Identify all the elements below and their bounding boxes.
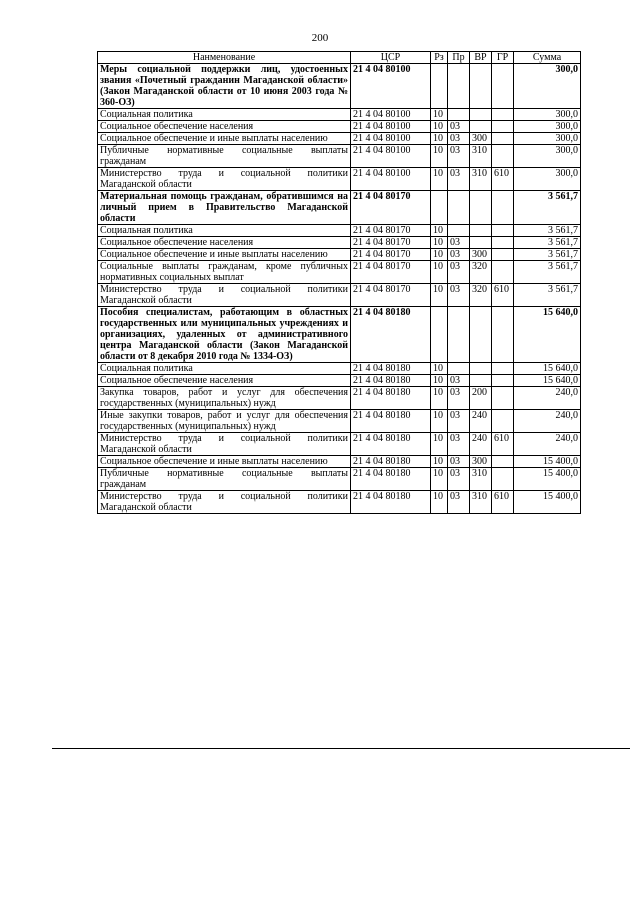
table-cell-name: Министерство труда и социальной политики Магаданской области — [98, 168, 351, 191]
table-cell-csr: 21 4 04 80180 — [351, 410, 431, 433]
table-cell-name: Социальное обеспечение населения — [98, 375, 351, 387]
table-cell-csr: 21 4 04 80170 — [351, 249, 431, 261]
table-cell-name: Закупка товаров, работ и услуг для обеспечения государственных (муниципальных) нужд — [98, 387, 351, 410]
table-cell-gr: 610 — [492, 168, 514, 191]
table-cell-name: Министерство труда и социальной политики Магаданской области — [98, 433, 351, 456]
table-cell-gr — [492, 225, 514, 237]
table-cell-pr: 03 — [448, 145, 470, 168]
table-cell-rz: 10 — [431, 456, 448, 468]
table-cell-gr — [492, 410, 514, 433]
table-cell-vr — [470, 237, 492, 249]
table-cell-csr: 21 4 04 80180 — [351, 456, 431, 468]
table-cell-sum: 300,0 — [514, 64, 581, 109]
table-cell-rz: 10 — [431, 121, 448, 133]
table-cell-rz: 10 — [431, 145, 448, 168]
table-cell-vr: 310 — [470, 468, 492, 491]
table-cell-csr: 21 4 04 80180 — [351, 433, 431, 456]
table-cell-name: Социальное обеспечение и иные выплаты населению — [98, 249, 351, 261]
table-row — [98, 225, 581, 237]
table-cell-gr — [492, 307, 514, 363]
table-cell-vr — [470, 191, 492, 225]
table-cell-pr: 03 — [448, 261, 470, 284]
table-row — [98, 145, 581, 168]
table-cell-gr — [492, 468, 514, 491]
table-row — [98, 237, 581, 249]
table-cell-gr — [492, 375, 514, 387]
budget-table — [97, 51, 581, 514]
table-cell-pr: 03 — [448, 375, 470, 387]
table-cell-rz: 10 — [431, 133, 448, 145]
table-row — [98, 387, 581, 410]
table-section-row — [98, 64, 581, 109]
table-cell-csr: 21 4 04 80170 — [351, 237, 431, 249]
table-cell-csr: 21 4 04 80180 — [351, 491, 431, 514]
table-cell-pr: 03 — [448, 237, 470, 249]
header-sum: Сумма — [514, 52, 581, 64]
table-cell-gr — [492, 109, 514, 121]
table-cell-vr — [470, 307, 492, 363]
table-cell-vr — [470, 121, 492, 133]
table-cell-csr: 21 4 04 80170 — [351, 284, 431, 307]
table-row — [98, 363, 581, 375]
table-cell-name: Социальные выплаты гражданам, кроме публичных нормативных социальных выплат — [98, 261, 351, 284]
page-number: 200 — [311, 32, 329, 44]
table-cell-name: Социальная политика — [98, 363, 351, 375]
table-cell-rz: 10 — [431, 491, 448, 514]
table-cell-name: Меры социальной поддержки лиц, удостоенных звания «Почетный гражданин Магаданской области» (Закон Магаданской области от 10 июня 2003 года № 360-ОЗ) — [98, 64, 351, 109]
table-cell-vr: 320 — [470, 284, 492, 307]
table-cell-name: Материальная помощь гражданам, обратившимся на личный прием в Правительство Магаданской области — [98, 191, 351, 225]
table-cell-rz: 10 — [431, 363, 448, 375]
header-name: Нанменование — [98, 52, 351, 64]
table-cell-csr: 21 4 04 80180 — [351, 363, 431, 375]
table-cell-gr — [492, 261, 514, 284]
table-cell-csr: 21 4 04 80170 — [351, 261, 431, 284]
table-cell-rz: 10 — [431, 168, 448, 191]
table-cell-vr — [470, 109, 492, 121]
table-cell-sum: 15 640,0 — [514, 307, 581, 363]
table-row — [98, 261, 581, 284]
table-cell-vr: 310 — [470, 168, 492, 191]
table-row — [98, 133, 581, 145]
table-cell-sum: 300,0 — [514, 109, 581, 121]
table-cell-sum: 240,0 — [514, 387, 581, 410]
table-cell-rz: 10 — [431, 375, 448, 387]
table-cell-csr: 21 4 04 80170 — [351, 191, 431, 225]
table-cell-pr: 03 — [448, 491, 470, 514]
table-section-row — [98, 307, 581, 363]
table-cell-name: Социальная политика — [98, 109, 351, 121]
table-cell-name: Иные закупки товаров, работ и услуг для обеспечения государственных (муниципальных) нужд — [98, 410, 351, 433]
table-cell-pr: 03 — [448, 410, 470, 433]
table-cell-sum: 300,0 — [514, 168, 581, 191]
table-cell-name: Министерство труда и социальной политики Магаданской области — [98, 284, 351, 307]
table-cell-vr: 300 — [470, 249, 492, 261]
table-cell-gr — [492, 456, 514, 468]
table-section-row — [98, 191, 581, 225]
table-cell-name: Министерство труда и социальной политики Магаданской области — [98, 491, 351, 514]
table-row — [98, 456, 581, 468]
table-cell-rz: 10 — [431, 433, 448, 456]
table-cell-name: Публичные нормативные социальные выплаты гражданам — [98, 145, 351, 168]
table-cell-pr: 03 — [448, 168, 470, 191]
table-cell-sum: 240,0 — [514, 433, 581, 456]
header-gr: ГР — [492, 52, 514, 64]
table-header-row — [98, 52, 581, 64]
table-cell-csr: 21 4 04 80180 — [351, 375, 431, 387]
table-cell-sum: 240,0 — [514, 410, 581, 433]
table-cell-csr: 21 4 04 80100 — [351, 64, 431, 109]
table-cell-pr: 03 — [448, 133, 470, 145]
table-cell-sum: 3 561,7 — [514, 261, 581, 284]
table-cell-rz — [431, 307, 448, 363]
table-row — [98, 375, 581, 387]
table-cell-sum: 15 640,0 — [514, 375, 581, 387]
table-cell-sum: 300,0 — [514, 121, 581, 133]
table-row — [98, 468, 581, 491]
table-cell-name: Социальная политика — [98, 225, 351, 237]
table-cell-vr: 310 — [470, 145, 492, 168]
table-cell-name: Публичные нормативные социальные выплаты гражданам — [98, 468, 351, 491]
table-row — [98, 168, 581, 191]
table-cell-name: Пособия специалистам, работающим в областных государственных или муниципальных учреждениях и организациях, удаленных от административного центра Магаданской области (Закон Магаданской области от 8 декабря 2010 года № 1334-ОЗ) — [98, 307, 351, 363]
table-cell-gr — [492, 237, 514, 249]
table-cell-rz: 10 — [431, 284, 448, 307]
table-cell-name: Социальное обеспечение населения — [98, 237, 351, 249]
table-cell-gr: 610 — [492, 433, 514, 456]
table-cell-csr: 21 4 04 80180 — [351, 387, 431, 410]
header-pr: Пр — [448, 52, 470, 64]
table-cell-vr — [470, 375, 492, 387]
table-cell-rz: 10 — [431, 249, 448, 261]
table-cell-name: Социальное обеспечение населения — [98, 121, 351, 133]
table-cell-rz: 10 — [431, 225, 448, 237]
table-cell-sum: 15 400,0 — [514, 456, 581, 468]
bottom-rule — [52, 748, 630, 749]
table-cell-sum: 3 561,7 — [514, 249, 581, 261]
table-cell-gr — [492, 133, 514, 145]
header-rz: Рз — [431, 52, 448, 64]
table-row — [98, 410, 581, 433]
table-cell-rz: 10 — [431, 109, 448, 121]
table-cell-vr: 300 — [470, 133, 492, 145]
table-row — [98, 491, 581, 514]
table-cell-pr: 03 — [448, 468, 470, 491]
table-cell-vr — [470, 64, 492, 109]
table-cell-rz — [431, 64, 448, 109]
table-cell-rz: 10 — [431, 410, 448, 433]
table-cell-vr — [470, 363, 492, 375]
table-cell-gr — [492, 191, 514, 225]
table-cell-rz: 10 — [431, 237, 448, 249]
table-cell-pr — [448, 307, 470, 363]
table-cell-vr: 240 — [470, 410, 492, 433]
table-cell-gr — [492, 121, 514, 133]
table-cell-sum: 15 640,0 — [514, 363, 581, 375]
table-cell-rz: 10 — [431, 387, 448, 410]
table-cell-csr: 21 4 04 80180 — [351, 468, 431, 491]
table-body — [98, 64, 581, 514]
table-cell-csr: 21 4 04 80100 — [351, 121, 431, 133]
table-cell-sum: 15 400,0 — [514, 491, 581, 514]
table-cell-gr — [492, 145, 514, 168]
table-cell-name: Социальное обеспечение и иные выплаты населению — [98, 133, 351, 145]
table-cell-gr — [492, 249, 514, 261]
table-cell-gr — [492, 363, 514, 375]
table-cell-vr: 300 — [470, 456, 492, 468]
table-row — [98, 284, 581, 307]
table-cell-name: Социальное обеспечение и иные выплаты населению — [98, 456, 351, 468]
table-cell-sum: 3 561,7 — [514, 284, 581, 307]
table-cell-pr — [448, 109, 470, 121]
header-csr: ЦСР — [351, 52, 431, 64]
table-cell-gr — [492, 387, 514, 410]
table-cell-sum: 3 561,7 — [514, 191, 581, 225]
table-cell-pr: 03 — [448, 433, 470, 456]
table-cell-pr — [448, 225, 470, 237]
table-cell-pr: 03 — [448, 284, 470, 307]
table-cell-sum: 3 561,7 — [514, 237, 581, 249]
table-cell-pr — [448, 191, 470, 225]
table-cell-rz — [431, 191, 448, 225]
table-row — [98, 433, 581, 456]
table-cell-sum: 300,0 — [514, 145, 581, 168]
table-cell-csr: 21 4 04 80100 — [351, 109, 431, 121]
table-cell-csr: 21 4 04 80100 — [351, 133, 431, 145]
table-cell-csr: 21 4 04 80180 — [351, 307, 431, 363]
table-cell-vr: 200 — [470, 387, 492, 410]
table-cell-sum: 300,0 — [514, 133, 581, 145]
table-cell-gr: 610 — [492, 284, 514, 307]
table-row — [98, 121, 581, 133]
table-cell-pr — [448, 363, 470, 375]
table-cell-sum: 15 400,0 — [514, 468, 581, 491]
table-cell-rz: 10 — [431, 468, 448, 491]
table-cell-vr — [470, 225, 492, 237]
table-cell-csr: 21 4 04 80100 — [351, 168, 431, 191]
table-cell-pr: 03 — [448, 456, 470, 468]
table-cell-pr: 03 — [448, 121, 470, 133]
table-cell-vr: 310 — [470, 491, 492, 514]
table-cell-sum: 3 561,7 — [514, 225, 581, 237]
table-row — [98, 249, 581, 261]
table-cell-pr — [448, 64, 470, 109]
table-cell-pr: 03 — [448, 249, 470, 261]
table-cell-vr: 240 — [470, 433, 492, 456]
table-cell-csr: 21 4 04 80100 — [351, 145, 431, 168]
table-cell-pr: 03 — [448, 387, 470, 410]
table-cell-gr — [492, 64, 514, 109]
table-row — [98, 109, 581, 121]
table-cell-rz: 10 — [431, 261, 448, 284]
header-vr: ВР — [470, 52, 492, 64]
table-cell-gr: 610 — [492, 491, 514, 514]
table-cell-vr: 320 — [470, 261, 492, 284]
table-cell-csr: 21 4 04 80170 — [351, 225, 431, 237]
